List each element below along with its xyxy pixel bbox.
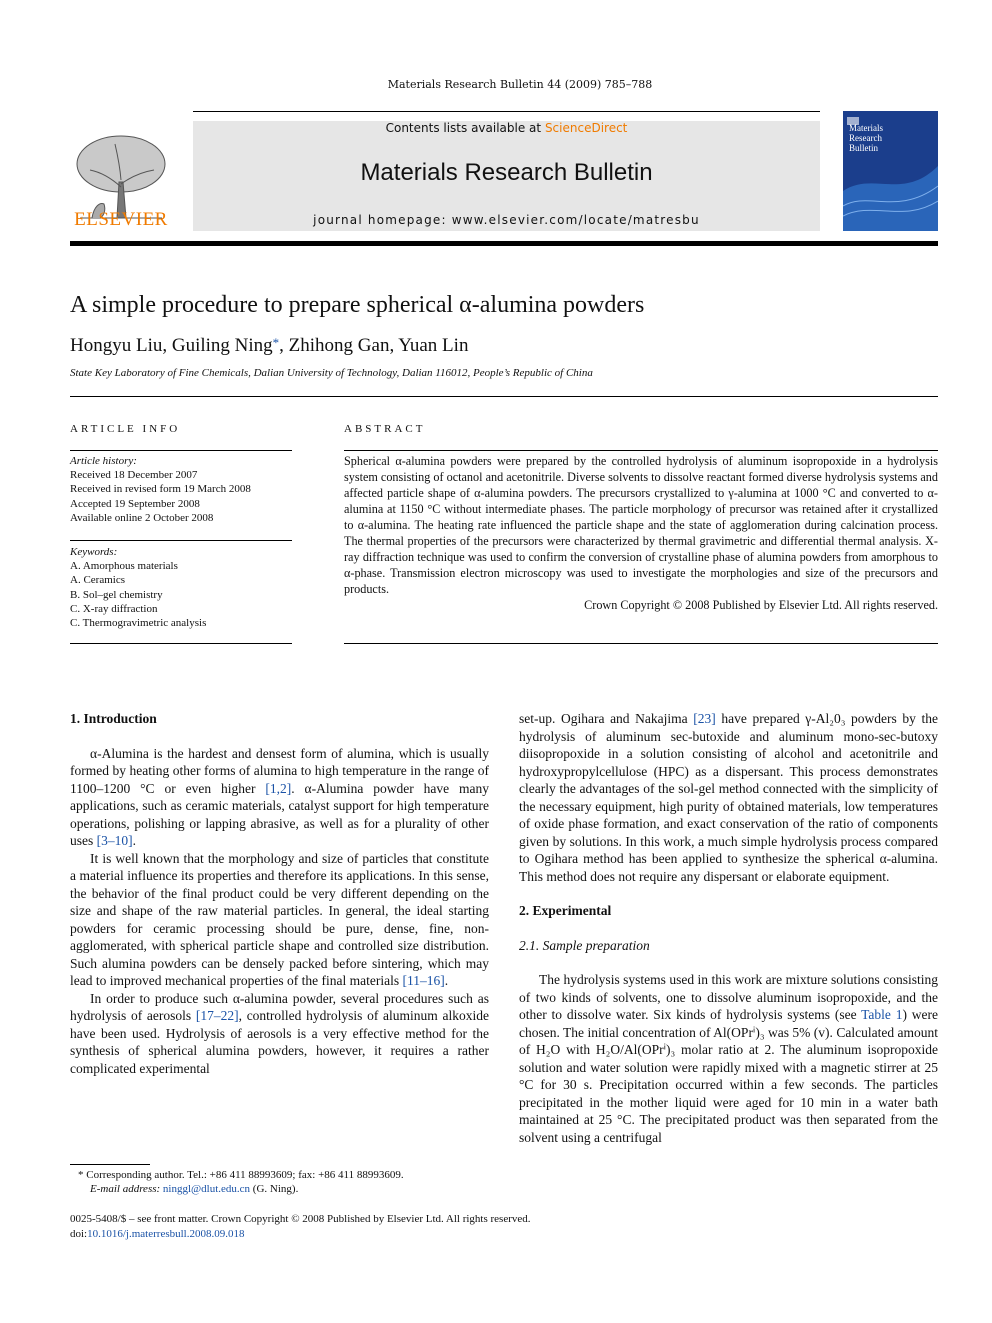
running-head: Materials Research Bulletin 44 (2009) 785–788 bbox=[387, 78, 653, 91]
citation-link[interactable]: [3–10] bbox=[96, 833, 133, 848]
header-thick-rule bbox=[70, 241, 938, 246]
body-right-column bbox=[519, 710, 938, 1146]
paragraph: In order to produce such α-alumina powder, several procedures such as hydrolysis of aerosols [17–22], controlled hydrolysis of aluminum alkoxide have been used. Hydrolysis of aerosols is a very effective method for the synthesis of spherical alumina powders, however, it requires a rather complicated experimental bbox=[70, 990, 489, 1076]
footnote-marker: * bbox=[78, 1169, 84, 1181]
table-link[interactable]: Table 1 bbox=[861, 1007, 903, 1022]
abstract-rule bbox=[344, 643, 938, 644]
doi-link[interactable]: 10.1016/j.materresbull.2008.09.018 bbox=[87, 1228, 245, 1240]
page-footer: 0025-5408/$ – see front matter. Crown Copyright © 2008 Published by Elsevier Ltd. All rights reserved. doi:10.1016/j.materresbull.2008.09.018 bbox=[70, 1213, 531, 1240]
abstract-heading: ABSTRACT bbox=[344, 423, 426, 435]
article-title: A simple procedure to prepare spherical α-alumina powders bbox=[70, 292, 645, 318]
abstract-text: Spherical α-alumina powders were prepared by the controlled hydrolysis of aluminum isopropoxide in a hydrolysis system consisting of octanol and acetonitrile. Diverse solvents to dissolve reactant formed diverse hydrolysis systems and affected particle shape of α-alumina powders. The precursors crystallized to γ-alumina at 1000 °C and converted to α-alumina at 1150 °C without intermediate phases. The particle morphology of precursor was retained after it crystallized to α-alumina. The heating rate influenced the particle shape and the state of agglomeration during calcination process. The thermal properties of the precursors were characterized by thermal gravimetric and differential thermal analysis. X-ray diffraction technique was used to confirm the conversion of crystalline phase of alumina powders from amorphous to α-phase. Transmission electron microscopy was used to investigate the morphologies and size of the precursors and products. bbox=[344, 454, 938, 596]
journal-masthead bbox=[193, 121, 820, 231]
sciencedirect-link[interactable]: ScienceDirect bbox=[544, 121, 628, 135]
keywords-label: Keywords: bbox=[70, 546, 118, 558]
email-label: E-mail address: bbox=[90, 1183, 163, 1195]
cover-title-line: Research bbox=[849, 133, 882, 143]
keyword-item: C. X-ray diffraction bbox=[70, 602, 158, 615]
subsection-heading: 2.1. Sample preparation bbox=[519, 937, 650, 953]
keyword-item: A. Ceramics bbox=[70, 574, 125, 587]
article-history bbox=[70, 454, 292, 525]
history-label: Article history: bbox=[70, 455, 137, 467]
keywords bbox=[70, 545, 292, 630]
issn-line: 0025-5408/$ – see front matter. Crown Copyright © 2008 Published by Elsevier Ltd. All rights reserved. bbox=[70, 1213, 531, 1225]
abstract-body bbox=[344, 453, 938, 613]
authors-rest: , Zhihong Gan, Yuan Lin bbox=[279, 335, 469, 356]
history-item: Received in revised form 19 March 2008 bbox=[70, 483, 251, 496]
contents-prefix: Contents lists available at bbox=[385, 121, 545, 135]
keyword-item: A. Amorphous materials bbox=[70, 560, 178, 573]
info-rule bbox=[70, 643, 292, 644]
info-rule bbox=[70, 450, 292, 451]
citation-link[interactable]: [17–22] bbox=[195, 1008, 239, 1023]
info-rule bbox=[70, 540, 292, 541]
journal-cover bbox=[843, 111, 938, 231]
elsevier-wordmark: ELSEVIER bbox=[74, 209, 168, 230]
citation-link[interactable]: [11–16] bbox=[402, 973, 445, 988]
journal-homepage[interactable]: journal homepage: www.elsevier.com/locate/matresbu bbox=[313, 213, 700, 227]
citation-link[interactable]: [1,2] bbox=[265, 780, 292, 796]
paragraph: The hydrolysis systems used in this work are mixture solutions consisting of two kinds of solvents, one to dissolve aluminum isopropoxide, and the other to dissolve water. Six kinds of hydrolysis systems (see Table 1) were chosen. The initial concentration of Al(OPrⁱ)₃ was 5% (v). Calculated amount of H₂O with H₂O/Al(OPrⁱ)₃ molar ratio at 2. The aluminum isopropoxide solution and water solution were rapidly mixed with a magnetic stirrer at 25 °C for 30 s. Precipitation occurred within a few seconds. The particles precipitated in the mother liquid were aged for 10 min in a water bath maintained at 25 °C. The precipitated product was then separated from the solvent using a centrifugal bbox=[519, 972, 938, 1145]
section-heading: 1. Introduction bbox=[70, 711, 157, 726]
affiliation: State Key Laboratory of Fine Chemicals, Dalian University of Technology, Dalian 116012, People’s Republic of China bbox=[70, 367, 593, 379]
title-bottom-rule bbox=[70, 396, 938, 397]
keyword-item: B. Sol–gel chemistry bbox=[70, 588, 163, 601]
contents-line bbox=[193, 121, 820, 135]
author-list bbox=[70, 335, 468, 357]
abstract-rule bbox=[344, 450, 938, 451]
footnote-corresponding: Corresponding author. Tel.: +86 411 88993609; fax: +86 411 88993609. bbox=[86, 1169, 404, 1181]
paragraph: It is well known that the morphology and size of particles that constitute a material influence its properties and therefore its applications. In this sense, the behavior of the final product could be very different depending on the size and shape of the raw material particles. In general, the ideal starting powders for ceramic processing should be pure, dense, fine, non-agglomerated, with spherical particle shape and controlled size distribution. Such alumina powders can be densely packed before sintering, which may lead to improved mechanical properties of the final materials [11–16]. bbox=[70, 850, 489, 988]
article-info-heading: ARTICLE INFO bbox=[70, 423, 181, 435]
keyword-item: C. Thermogravimetric analysis bbox=[70, 617, 207, 630]
cover-title-line: Materials bbox=[849, 123, 883, 133]
paragraph: α-Alumina is the hardest and densest form of alumina, which is usually formed by heating other forms of alumina to high temperature in the range of 1100–1200 °C or even higher [1,2]. α-Alumina powder have many applications, such as ceramic materials, catalyst support for high temperature operations, polishing or lapping abrasive, as well as for a plurality of other uses [3–10]. bbox=[70, 745, 489, 848]
paragraph: set-up. Ogihara and Nakajima [23] have prepared γ-Al₂0₃ powders by the hydrolysis of aluminum sec-butoxide and aluminum mono-sec-butoxy diisopropoxide in a solution consisting of alcohol and acetonitrile and hydroxypropylcellulose (HPC) as a dispersant. This process demonstrates clearly the advantages of the sol-gel method connected with the simplicity of the necessary equipment, high purity of obtained materials, low temperatures of oxide phase formation, and exact conservation of the ratio of components given by solutions. In this work, a much simple hydrolysis process compared to Ogihara method has been applied to synthesize the spherical α-alumina. This method does not require any dispersant or elaborate equipment. bbox=[519, 711, 938, 884]
body-left-column bbox=[70, 710, 489, 1077]
header-top-rule bbox=[193, 111, 820, 112]
corresponding-author-marker[interactable]: * bbox=[272, 335, 280, 350]
footnote-rule bbox=[70, 1164, 150, 1165]
history-item: Received 18 December 2007 bbox=[70, 469, 198, 482]
history-item: Available online 2 October 2008 bbox=[70, 511, 214, 524]
citation-link[interactable]: [23] bbox=[693, 711, 716, 726]
cover-title-line: Bulletin bbox=[849, 143, 878, 153]
email-link[interactable]: ninggl@dlut.edu.cn bbox=[162, 1183, 251, 1195]
history-item: Accepted 19 September 2008 bbox=[70, 497, 200, 510]
section-heading: 2. Experimental bbox=[519, 903, 612, 918]
authors-first: Hongyu Liu, Guiling Ning bbox=[70, 335, 273, 356]
abstract-copyright: Crown Copyright © 2008 Published by Elsevier Ltd. All rights reserved. bbox=[584, 598, 938, 612]
journal-title: Materials Research Bulletin bbox=[360, 159, 653, 186]
footnote: * Corresponding author. Tel.: +86 411 88993609; fax: +86 411 88993609. E-mail address: ninggl@dlut.edu.cn (G. Ning). bbox=[78, 1169, 404, 1195]
